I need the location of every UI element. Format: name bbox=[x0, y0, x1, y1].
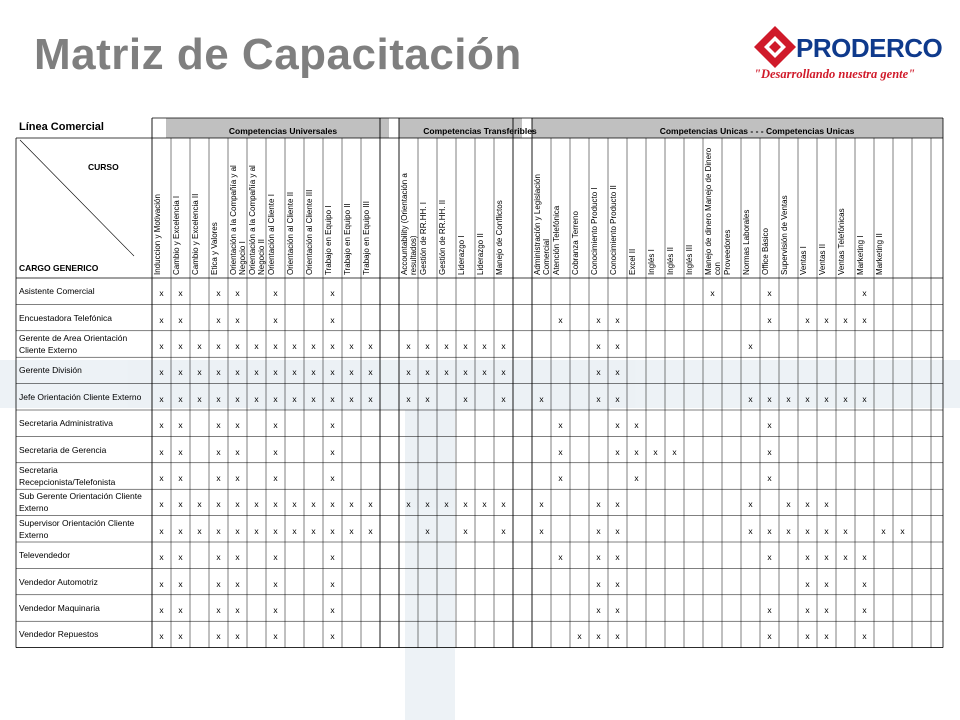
mark-cell: x bbox=[235, 605, 240, 615]
course-header: Cambio y Excelencia I bbox=[172, 195, 181, 275]
mark-cell: x bbox=[349, 525, 354, 536]
mark-cell: x bbox=[406, 341, 411, 351]
mark-cell: x bbox=[577, 631, 582, 642]
mark-cell: x bbox=[615, 552, 620, 563]
course-header: Accountability (Orientación a resultados) bbox=[400, 173, 418, 275]
mark-cell: x bbox=[767, 420, 772, 431]
mark-cell: x bbox=[178, 446, 183, 457]
course-header: Excel II bbox=[628, 248, 637, 275]
mark-cell: x bbox=[558, 473, 563, 483]
mark-cell: x bbox=[767, 525, 772, 536]
mark-cell: x bbox=[843, 525, 848, 536]
mark-cell: x bbox=[615, 314, 620, 325]
mark-cell: x bbox=[178, 578, 183, 589]
mark-cell: x bbox=[235, 578, 240, 589]
mark-cell: x bbox=[596, 314, 601, 325]
course-header: Manejo de dinero Manejo de Dinero con bbox=[704, 147, 722, 275]
curso-label: CURSO bbox=[88, 162, 119, 172]
cargo-label: Jefe Orientación Cliente Externo bbox=[19, 391, 142, 402]
cargo-label: CARGO GENERICO bbox=[19, 263, 99, 273]
mark-cell: x bbox=[368, 341, 373, 351]
course-header: Induccion y Motivación bbox=[153, 194, 162, 275]
mark-cell: x bbox=[330, 499, 335, 510]
course-header: Ventas I bbox=[799, 246, 808, 275]
mark-cell: x bbox=[824, 314, 829, 325]
mark-cell: x bbox=[805, 605, 810, 615]
course-header: Conocimiento Producto I bbox=[590, 187, 599, 275]
mark-cell: x bbox=[330, 288, 335, 299]
mark-cell: x bbox=[463, 499, 468, 510]
mark-cell: x bbox=[178, 420, 183, 431]
course-header: Administración y Legislación Comercial bbox=[533, 174, 551, 275]
mark-cell: x bbox=[634, 446, 639, 457]
mark-cell: x bbox=[273, 314, 278, 325]
cargo-label: Secretaria de Gerencia bbox=[19, 444, 107, 455]
mark-cell: x bbox=[596, 341, 601, 351]
course-header: Cambio y Excelencia II bbox=[191, 193, 200, 275]
mark-cell: x bbox=[292, 393, 297, 404]
mark-cell: x bbox=[463, 393, 468, 404]
mark-cell: x bbox=[824, 552, 829, 563]
mark-cell: x bbox=[539, 525, 544, 536]
mark-cell: x bbox=[159, 393, 164, 404]
mark-cell: x bbox=[273, 393, 278, 404]
mark-cell: x bbox=[558, 420, 563, 431]
mark-cell: x bbox=[634, 420, 639, 431]
page-title: Matriz de Capacitación bbox=[34, 30, 522, 79]
mark-cell: x bbox=[216, 552, 221, 563]
mark-cell: x bbox=[805, 499, 810, 510]
mark-cell: x bbox=[501, 499, 506, 510]
cargo-label: Vendedor Repuestos bbox=[19, 629, 99, 640]
mark-cell: x bbox=[216, 525, 221, 536]
mark-cell: x bbox=[615, 341, 620, 351]
course-header: Liderazgo II bbox=[476, 233, 485, 275]
mark-cell: x bbox=[824, 525, 829, 536]
course-header: Conocimiento Producto II bbox=[609, 185, 618, 275]
mark-cell: x bbox=[767, 314, 772, 325]
mark-cell: x bbox=[748, 393, 753, 404]
mark-cell: x bbox=[292, 367, 297, 378]
mark-cell: x bbox=[254, 525, 259, 536]
course-header: Cobranza Terreno bbox=[571, 211, 580, 275]
mark-cell: x bbox=[805, 314, 810, 325]
mark-cell: x bbox=[881, 525, 886, 536]
section-label: Línea Comercial bbox=[19, 121, 104, 133]
logo-tagline: "Desarrollando nuestra gente" bbox=[754, 67, 916, 81]
mark-cell: x bbox=[159, 552, 164, 563]
course-header: Atención Telefónica bbox=[552, 205, 561, 275]
mark-cell: x bbox=[805, 393, 810, 404]
mark-cell: x bbox=[197, 367, 202, 378]
mark-cell: x bbox=[197, 341, 202, 351]
mark-cell: x bbox=[615, 446, 620, 457]
mark-cell: x bbox=[159, 473, 164, 483]
mark-cell: x bbox=[159, 446, 164, 457]
mark-cell: x bbox=[615, 499, 620, 510]
mark-cell: x bbox=[311, 393, 316, 404]
mark-cell: x bbox=[311, 499, 316, 510]
mark-cell: x bbox=[596, 525, 601, 536]
course-header: Trabajo en Equipo I bbox=[324, 205, 333, 275]
mark-cell: x bbox=[330, 578, 335, 589]
group-transferible: Competencias Transferibles bbox=[423, 126, 537, 136]
mark-cell: x bbox=[596, 499, 601, 510]
mark-cell: x bbox=[368, 393, 373, 404]
mark-cell: x bbox=[197, 393, 202, 404]
mark-cell: x bbox=[178, 605, 183, 615]
mark-cell: x bbox=[463, 367, 468, 378]
course-header: Orientación al Cliente III bbox=[305, 189, 314, 275]
mark-cell: x bbox=[292, 341, 297, 351]
mark-cell: x bbox=[273, 288, 278, 299]
mark-cell: x bbox=[615, 525, 620, 536]
mark-cell: x bbox=[501, 341, 506, 351]
mark-cell: x bbox=[444, 367, 449, 378]
mark-cell: x bbox=[235, 341, 240, 351]
course-header: Inglés III bbox=[685, 244, 694, 275]
mark-cell: x bbox=[273, 631, 278, 642]
mark-cell: x bbox=[558, 446, 563, 457]
mark-cell: x bbox=[767, 552, 772, 563]
mark-cell: x bbox=[786, 393, 791, 404]
mark-cell: x bbox=[178, 341, 183, 351]
mark-cell: x bbox=[843, 393, 848, 404]
mark-cell: x bbox=[368, 367, 373, 378]
mark-cell: x bbox=[805, 578, 810, 589]
mark-cell: x bbox=[159, 605, 164, 615]
mark-cell: x bbox=[159, 341, 164, 351]
mark-cell: x bbox=[368, 525, 373, 536]
cargo-label: Secretaria Recepcionista/Telefonista bbox=[19, 464, 116, 487]
mark-cell: x bbox=[216, 631, 221, 642]
mark-cell: x bbox=[178, 314, 183, 325]
mark-cell: x bbox=[216, 341, 221, 351]
mark-cell: x bbox=[767, 288, 772, 299]
mark-cell: x bbox=[197, 525, 202, 536]
group-universal: Competencias Universales bbox=[228, 126, 338, 136]
mark-cell: x bbox=[615, 393, 620, 404]
mark-cell: x bbox=[292, 525, 297, 536]
cargo-label: Secretaria Administrativa bbox=[19, 418, 114, 429]
mark-cell: x bbox=[330, 631, 335, 642]
cargo-label: Supervisor Orientación Cliente Externo bbox=[19, 517, 135, 540]
group-unicas: Competencias Unicas - - - Competencias Unicas bbox=[659, 126, 855, 136]
mark-cell: x bbox=[235, 288, 240, 299]
mark-cell: x bbox=[235, 499, 240, 510]
mark-cell: x bbox=[672, 446, 677, 457]
mark-cell: x bbox=[216, 420, 221, 431]
mark-cell: x bbox=[159, 578, 164, 589]
mark-cell: x bbox=[273, 367, 278, 378]
mark-cell: x bbox=[159, 367, 164, 378]
mark-cell: x bbox=[330, 393, 335, 404]
mark-cell: x bbox=[767, 605, 772, 615]
mark-cell: x bbox=[482, 367, 487, 378]
mark-cell: x bbox=[767, 446, 772, 457]
mark-cell: x bbox=[805, 552, 810, 563]
mark-cell: x bbox=[843, 552, 848, 563]
mark-cell: x bbox=[501, 393, 506, 404]
mark-cell: x bbox=[273, 578, 278, 589]
mark-cell: x bbox=[330, 446, 335, 457]
mark-cell: x bbox=[615, 578, 620, 589]
mark-cell: x bbox=[216, 578, 221, 589]
mark-cell: x bbox=[235, 525, 240, 536]
mark-cell: x bbox=[216, 393, 221, 404]
mark-cell: x bbox=[786, 525, 791, 536]
mark-cell: x bbox=[824, 578, 829, 589]
mark-cell: x bbox=[767, 473, 772, 483]
cargo-label: Televendedor bbox=[19, 550, 71, 561]
mark-cell: x bbox=[425, 525, 430, 536]
mark-cell: x bbox=[862, 552, 867, 563]
mark-cell: x bbox=[330, 314, 335, 325]
course-header: Trabajo en Equipo III bbox=[362, 201, 371, 275]
cargo-label: Vendedor Maquinaria bbox=[19, 602, 100, 613]
mark-cell: x bbox=[748, 499, 753, 510]
mark-cell: x bbox=[235, 420, 240, 431]
mark-cell: x bbox=[273, 341, 278, 351]
mark-cell: x bbox=[425, 393, 430, 404]
mark-cell: x bbox=[311, 525, 316, 536]
mark-cell: x bbox=[596, 367, 601, 378]
mark-cell: x bbox=[235, 473, 240, 483]
course-header: Gestión de RR.HH. I bbox=[419, 202, 428, 275]
mark-cell: x bbox=[178, 367, 183, 378]
mark-cell: x bbox=[254, 393, 259, 404]
mark-cell: x bbox=[330, 605, 335, 615]
mark-cell: x bbox=[235, 367, 240, 378]
mark-cell: x bbox=[862, 314, 867, 325]
mark-cell: x bbox=[482, 499, 487, 510]
mark-cell: x bbox=[425, 341, 430, 351]
course-header: Gestión de RR.HH. II bbox=[438, 199, 447, 275]
mark-cell: x bbox=[273, 446, 278, 457]
mark-cell: x bbox=[767, 393, 772, 404]
mark-cell: x bbox=[216, 499, 221, 510]
mark-cell: x bbox=[235, 552, 240, 563]
mark-cell: x bbox=[539, 393, 544, 404]
mark-cell: x bbox=[368, 499, 373, 510]
mark-cell: x bbox=[406, 367, 411, 378]
course-header: Marketing I bbox=[856, 235, 865, 275]
mark-cell: x bbox=[273, 473, 278, 483]
course-header: Inglés II bbox=[666, 246, 675, 275]
mark-cell: x bbox=[235, 446, 240, 457]
mark-cell: x bbox=[615, 605, 620, 615]
mark-cell: x bbox=[178, 288, 183, 299]
mark-cell: x bbox=[159, 288, 164, 299]
mark-cell: x bbox=[273, 552, 278, 563]
mark-cell: x bbox=[178, 499, 183, 510]
mark-cell: x bbox=[349, 499, 354, 510]
mark-cell: x bbox=[235, 314, 240, 325]
mark-cell: x bbox=[406, 499, 411, 510]
mark-cell: x bbox=[311, 367, 316, 378]
mark-cell: x bbox=[862, 631, 867, 642]
mark-cell: x bbox=[805, 631, 810, 642]
mark-cell: x bbox=[900, 525, 905, 536]
mark-cell: x bbox=[425, 367, 430, 378]
mark-cell: x bbox=[292, 499, 297, 510]
cargo-label: Gerente de Area Orientación Cliente Externo bbox=[19, 332, 128, 355]
mark-cell: x bbox=[216, 367, 221, 378]
mark-cell: x bbox=[216, 288, 221, 299]
mark-cell: x bbox=[159, 314, 164, 325]
mark-cell: x bbox=[349, 341, 354, 351]
mark-cell: x bbox=[824, 499, 829, 510]
course-header: Marketing II bbox=[875, 233, 884, 275]
mark-cell: x bbox=[330, 473, 335, 483]
mark-cell: x bbox=[501, 367, 506, 378]
mark-cell: x bbox=[311, 341, 316, 351]
cargo-label: Asistente Comercial bbox=[19, 286, 95, 297]
mark-cell: x bbox=[786, 499, 791, 510]
mark-cell: x bbox=[862, 578, 867, 589]
mark-cell: x bbox=[235, 631, 240, 642]
mark-cell: x bbox=[406, 393, 411, 404]
mark-cell: x bbox=[273, 420, 278, 431]
mark-cell: x bbox=[178, 473, 183, 483]
mark-cell: x bbox=[596, 578, 601, 589]
mark-cell: x bbox=[178, 631, 183, 642]
course-header: Proveedores bbox=[723, 229, 732, 275]
course-header: Liderazgo I bbox=[457, 235, 466, 275]
mark-cell: x bbox=[178, 525, 183, 536]
mark-cell: x bbox=[159, 631, 164, 642]
course-header: Manejo de Conflictos bbox=[495, 200, 504, 275]
mark-cell: x bbox=[273, 499, 278, 510]
cargo-label: Sub Gerente Orientación Cliente Externo bbox=[19, 491, 142, 514]
mark-cell: x bbox=[615, 631, 620, 642]
cargo-label: Gerente División bbox=[19, 365, 82, 376]
mark-cell: x bbox=[558, 552, 563, 563]
mark-cell: x bbox=[539, 499, 544, 510]
mark-cell: x bbox=[596, 393, 601, 404]
mark-cell: x bbox=[596, 605, 601, 615]
mark-cell: x bbox=[216, 314, 221, 325]
mark-cell: x bbox=[273, 605, 278, 615]
course-header: Trabajo en Equipo II bbox=[343, 203, 352, 275]
mark-cell: x bbox=[216, 605, 221, 615]
mark-cell: x bbox=[862, 288, 867, 299]
logo-name: PRODERCO bbox=[796, 33, 943, 63]
mark-cell: x bbox=[805, 525, 810, 536]
mark-cell: x bbox=[444, 499, 449, 510]
course-header: Ventas Telefónicas bbox=[837, 208, 846, 275]
mark-cell: x bbox=[558, 314, 563, 325]
mark-cell: x bbox=[748, 341, 753, 351]
mark-cell: x bbox=[767, 631, 772, 642]
mark-cell: x bbox=[596, 631, 601, 642]
mark-cell: x bbox=[178, 552, 183, 563]
mark-cell: x bbox=[653, 446, 658, 457]
mark-cell: x bbox=[254, 341, 259, 351]
mark-cell: x bbox=[748, 525, 753, 536]
mark-cell: x bbox=[159, 525, 164, 536]
mark-cell: x bbox=[254, 367, 259, 378]
mark-cell: x bbox=[235, 393, 240, 404]
course-header: Supervisión de Ventas bbox=[780, 195, 789, 275]
mark-cell: x bbox=[634, 473, 639, 483]
mark-cell: x bbox=[349, 393, 354, 404]
course-header: Inglés I bbox=[647, 249, 656, 275]
mark-cell: x bbox=[463, 341, 468, 351]
mark-cell: x bbox=[463, 525, 468, 536]
course-header: Etica y Valores bbox=[210, 222, 219, 275]
course-header: Orientación a la Compañía y al Negocio I bbox=[229, 165, 247, 275]
mark-cell: x bbox=[330, 420, 335, 431]
mark-cell: x bbox=[216, 446, 221, 457]
mark-cell: x bbox=[444, 341, 449, 351]
mark-cell: x bbox=[254, 499, 259, 510]
cargo-label: Vendedor Automotriz bbox=[19, 576, 98, 587]
course-header: Normas Laborales bbox=[742, 209, 751, 275]
mark-cell: x bbox=[330, 367, 335, 378]
mark-cell: x bbox=[824, 605, 829, 615]
mark-cell: x bbox=[482, 341, 487, 351]
mark-cell: x bbox=[501, 525, 506, 536]
mark-cell: x bbox=[273, 525, 278, 536]
mark-cell: x bbox=[178, 393, 183, 404]
mark-cell: x bbox=[197, 499, 202, 510]
course-header: Orientación a la Compañía y al Negocio II bbox=[248, 165, 266, 275]
mark-cell: x bbox=[824, 393, 829, 404]
mark-cell: x bbox=[159, 420, 164, 431]
mark-cell: x bbox=[710, 288, 715, 299]
mark-cell: x bbox=[330, 552, 335, 563]
mark-cell: x bbox=[862, 393, 867, 404]
mark-cell: x bbox=[159, 499, 164, 510]
mark-cell: x bbox=[615, 420, 620, 431]
course-header: Orientación al Cliente I bbox=[267, 194, 276, 275]
mark-cell: x bbox=[615, 367, 620, 378]
mark-cell: x bbox=[330, 525, 335, 536]
mark-cell: x bbox=[843, 314, 848, 325]
mark-cell: x bbox=[862, 605, 867, 615]
course-header: Office Básico bbox=[761, 228, 770, 275]
course-header: Ventas II bbox=[818, 243, 827, 275]
mark-cell: x bbox=[216, 473, 221, 483]
mark-cell: x bbox=[330, 341, 335, 351]
mark-cell: x bbox=[349, 367, 354, 378]
mark-cell: x bbox=[596, 552, 601, 563]
mark-cell: x bbox=[824, 631, 829, 642]
course-header: Orientación al Cliente II bbox=[286, 191, 295, 275]
cargo-label: Encuestadora Telefónica bbox=[19, 312, 112, 323]
mark-cell: x bbox=[425, 499, 430, 510]
